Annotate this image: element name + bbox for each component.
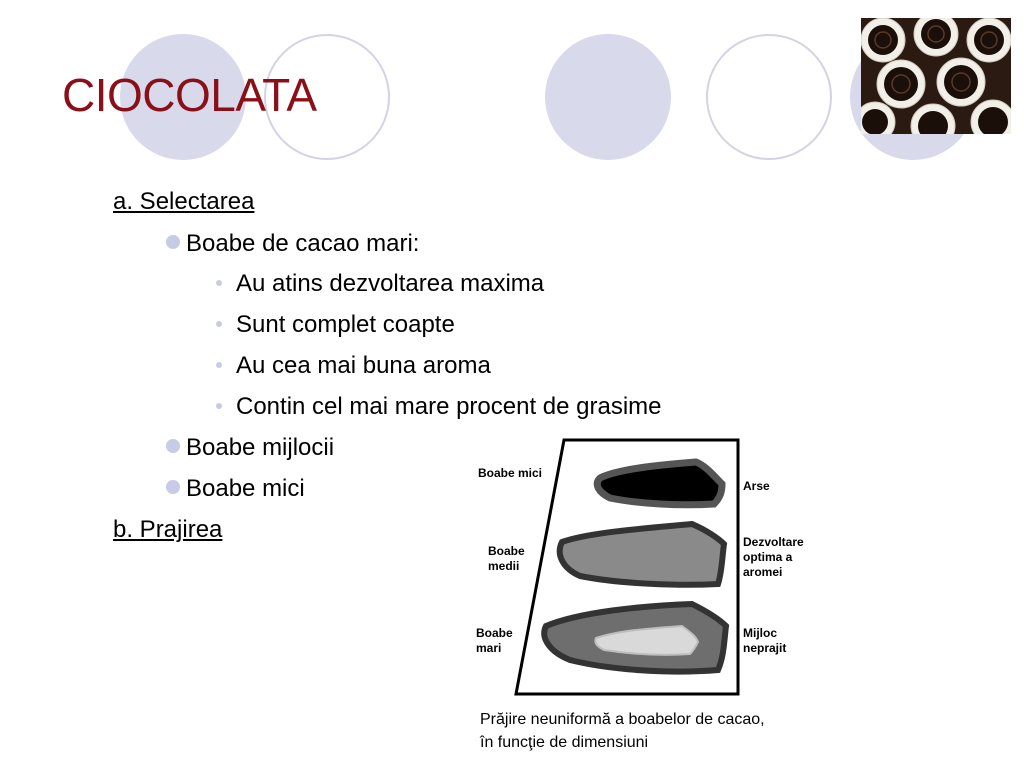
section-heading-selectarea: a. Selectarea [113,188,255,215]
bullet-icon [216,280,222,286]
bullet-text: Boabe de cacao mari: [186,230,420,257]
slide-title: CIOCOLATA [62,69,317,121]
decorative-circle [545,34,671,160]
label-dezvoltare-optima: Dezvoltare optima a aromei [743,535,804,579]
sub-bullet [216,270,544,298]
bullet-text: Boabe mijlocii [186,434,335,461]
sub-bullet [216,393,662,421]
sub-bullet [216,352,491,380]
bullet-text: Sunt complet coapte [236,311,455,338]
chocolate-pralines-photo [861,18,1011,134]
label-boabe-mari: Boabe mari [476,626,513,655]
bullet-icon [166,480,180,494]
sub-bullet [216,311,455,339]
label-boabe-mici: Boabe mici [478,466,543,480]
label-boabe-medii: Boabe medii [488,544,525,573]
decorative-circle [706,34,832,160]
bullet-text: Au atins dezvoltarea maxima [236,270,545,297]
bullet-icon [166,235,180,249]
bullet-icon [216,403,222,409]
bullet-boabe-mici [166,475,305,503]
label-arse: Arse [743,479,770,493]
bullet-icon [216,321,222,327]
bullet-text: Boabe mici [186,475,305,502]
bullet-boabe-mijlocii [166,434,334,462]
bullet-text: Au cea mai buna aroma [236,352,491,379]
bullet-boabe-mari [166,230,419,258]
bullet-text: Contin cel mai mare procent de grasime [236,393,662,420]
bullet-icon [216,362,222,368]
label-mijloc-neprajit: Mijloc neprajit [743,626,787,655]
section-heading-prajirea: b. Prajirea [113,516,223,543]
bullet-icon [166,439,180,453]
diagram-caption: Prăjire neuniformă a boabelor de cacao, în funcţie de dimensiuni [480,711,765,751]
roasting-diagram [470,432,830,702]
